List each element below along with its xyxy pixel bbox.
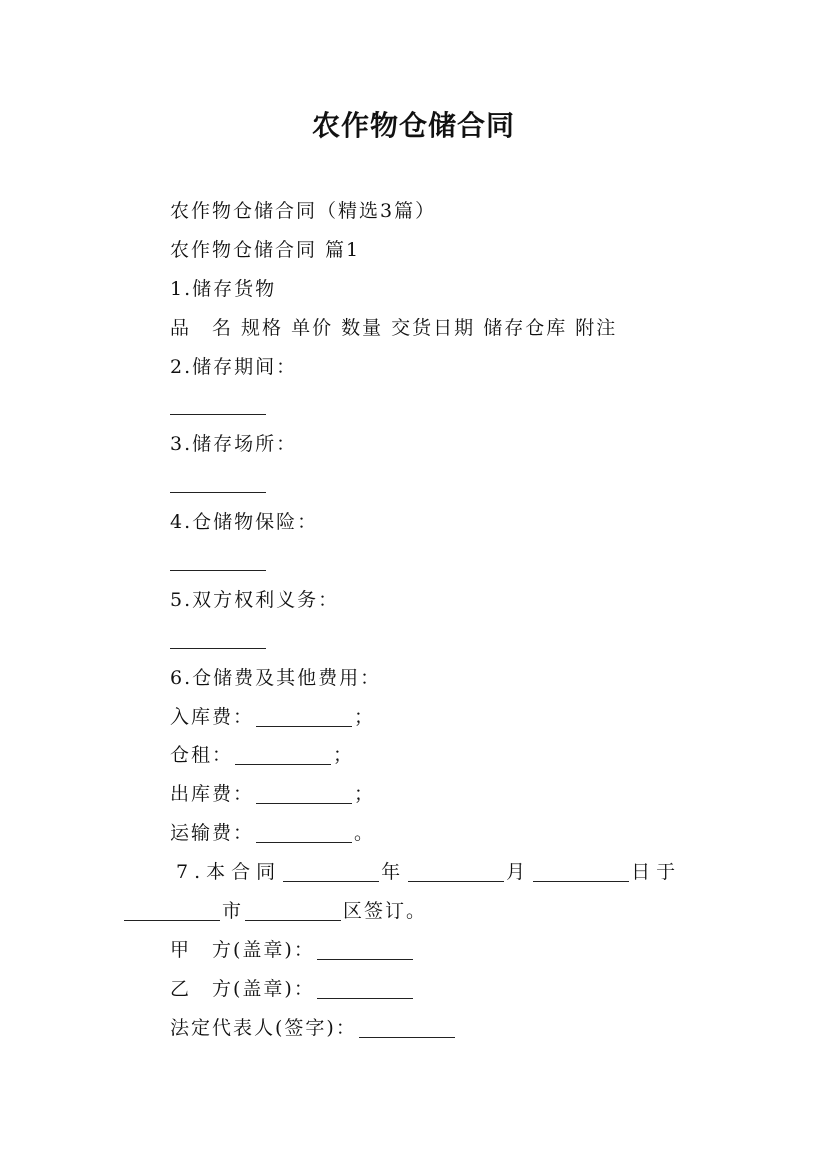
fee-transport-period: 。 [354, 822, 376, 845]
legal-rep-label: 法定代表人(签字)： [170, 1016, 357, 1039]
document-title: 农作物仓储合同 [311, 109, 515, 142]
fee-transport-line [0, 814, 827, 853]
table-header-line: 品 名 规格 单价 数量 交货日期 储存仓库 附注 [170, 316, 618, 339]
item5-line: 5.双方权利义务： [170, 588, 340, 611]
item7-city-blank [124, 919, 220, 921]
legal-rep-blank [359, 1036, 455, 1038]
item2-blank-line [0, 386, 827, 425]
party-b-line [0, 970, 827, 1009]
item7-day-blank [533, 880, 629, 882]
fee-rent-label: 仓租： [170, 744, 234, 767]
item7-location-line [0, 892, 827, 931]
fee-in-label: 入库费： [170, 705, 255, 728]
fee-in-blank [256, 725, 352, 727]
party-b-blank [317, 997, 413, 999]
item7-line [0, 853, 827, 892]
fee-out-blank [256, 802, 352, 804]
item7-district: 区签订。 [343, 900, 428, 923]
item7-day: 日于 [631, 861, 682, 884]
item4-line: 4.仓储物保险： [170, 511, 319, 534]
fee-out-semicolon: ； [354, 783, 376, 806]
party-a-blank [317, 958, 413, 960]
fee-rent-blank [235, 763, 331, 765]
item7-prefix: 7.本合同 [176, 861, 282, 884]
item7-city: 市 [222, 900, 244, 923]
item1-line: 1.储存货物 [170, 277, 277, 300]
fee-rent-line [0, 736, 827, 775]
legal-rep-line [0, 1009, 827, 1048]
item3-blank [170, 491, 266, 493]
item3-blank-line [0, 464, 827, 503]
document-body [0, 192, 827, 1048]
fee-out-label: 出库费： [170, 783, 255, 806]
item6-line: 6.仓储费及其他费用： [170, 666, 382, 689]
item2-line: 2.储存期间： [170, 355, 298, 378]
item7-month: 月 [506, 861, 532, 884]
item7-year: 年 [381, 861, 407, 884]
item3-line: 3.储存场所： [170, 433, 298, 456]
fee-transport-label: 运输费： [170, 822, 255, 845]
subtitle-line: 农作物仓储合同（精选3篇） [170, 200, 437, 222]
item4-blank [170, 569, 266, 571]
item7-year-blank [283, 880, 379, 882]
fee-out-line [0, 775, 827, 814]
fee-rent-semicolon: ； [333, 744, 355, 767]
fee-in-semicolon: ； [354, 705, 376, 728]
section-title-line: 农作物仓储合同 篇1 [170, 238, 361, 261]
item7-month-blank [408, 880, 504, 882]
fee-transport-blank [256, 841, 352, 843]
item7-district-blank [245, 919, 341, 921]
party-b-label: 乙 方(盖章)： [170, 977, 315, 1000]
item5-blank-line [0, 620, 827, 659]
item4-blank-line [0, 542, 827, 581]
party-a-label: 甲 方(盖章)： [170, 938, 315, 961]
party-a-line [0, 931, 827, 970]
item5-blank [170, 647, 266, 649]
fee-in-line [0, 698, 827, 737]
item2-blank [170, 413, 266, 415]
